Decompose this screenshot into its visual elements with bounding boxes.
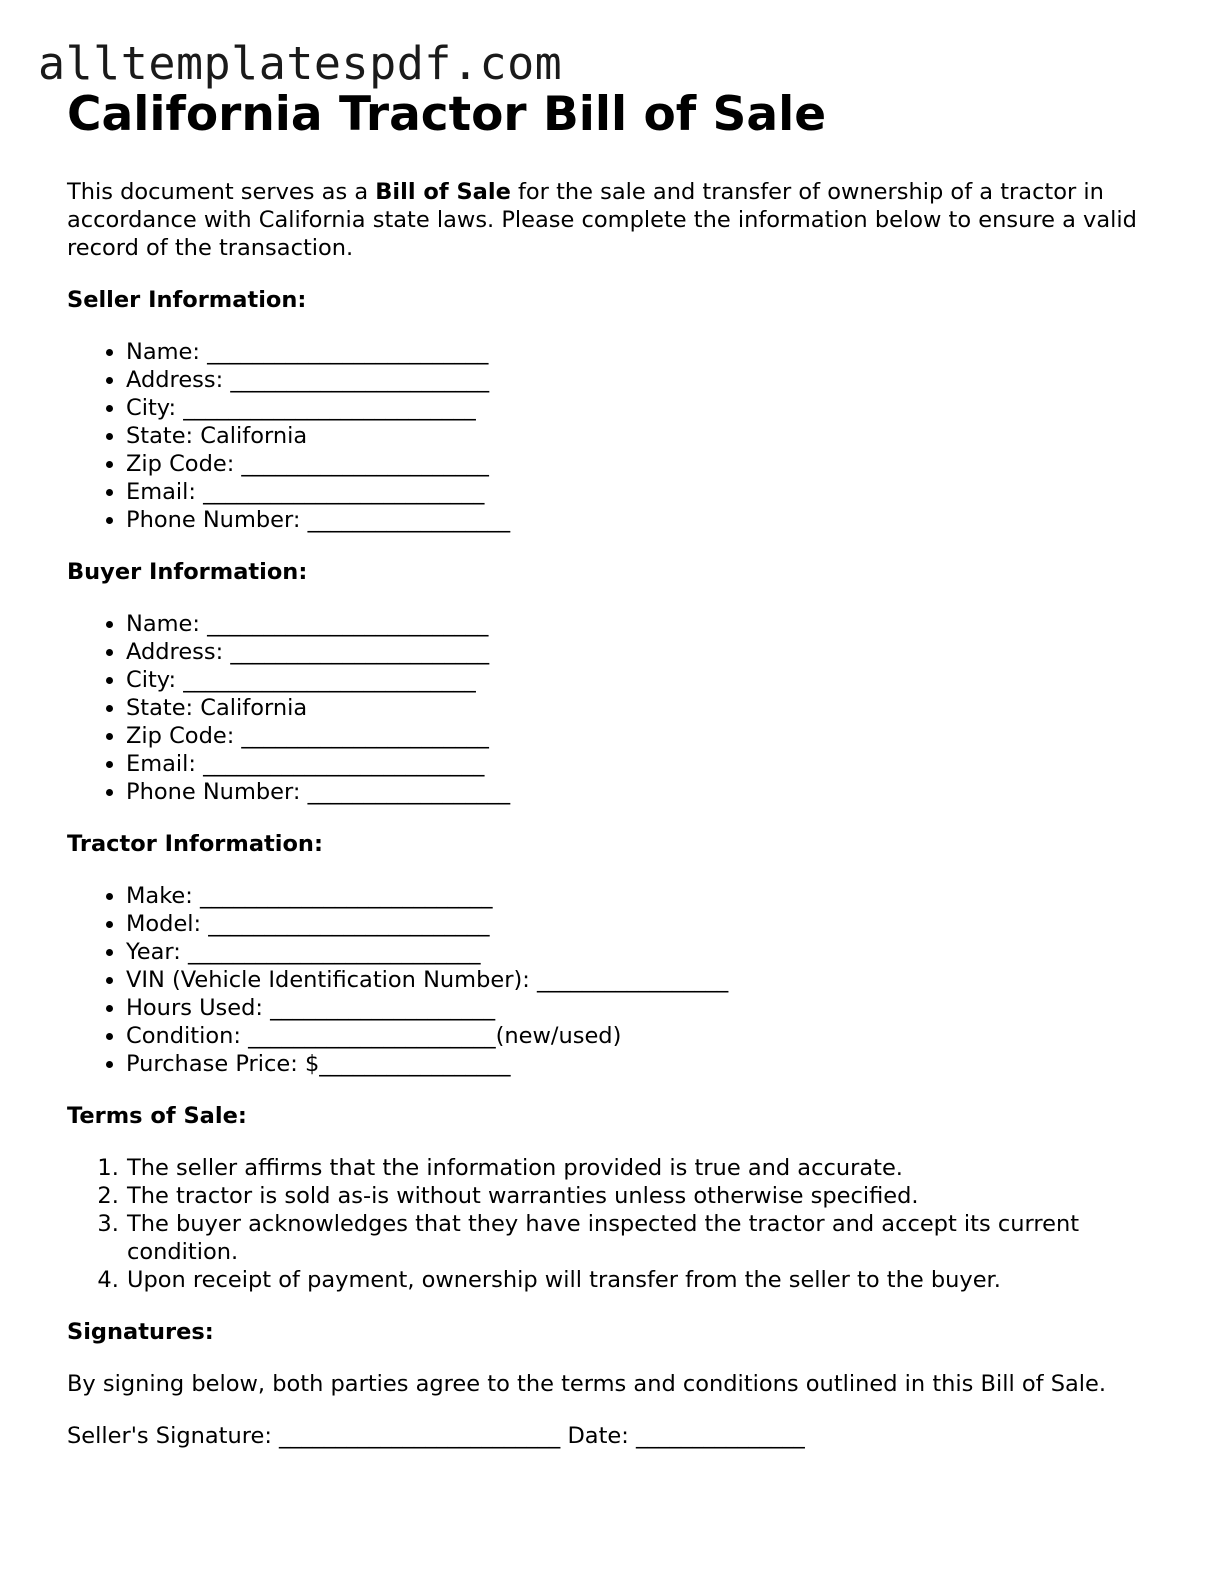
tractor-fields (67, 882, 1157, 1078)
tractor-year-field[interactable]: • Year: __________________________ (126, 938, 1157, 966)
buyer-email-field[interactable]: • Email: _________________________ (126, 750, 1157, 778)
watermark: alltemplatespdf.com (38, 37, 563, 90)
terms-list (67, 1154, 1157, 1294)
tractor-model-field[interactable]: • Model: _________________________ (126, 910, 1157, 938)
seller-city-field[interactable]: • City: __________________________ (126, 394, 1157, 422)
intro-text-before: This document serves as a (67, 179, 376, 205)
buyer-fields (67, 610, 1157, 806)
signatures-heading: Signatures: (67, 1319, 214, 1345)
term-item: 2. The tractor is sold as-is without warranties unless otherwise specified. (126, 1182, 1157, 1210)
term-item: 3. The buyer acknowledges that they have inspected the tractor and accept its current condition. (126, 1210, 1157, 1266)
buyer-state-field: • State: California (126, 694, 1157, 722)
buyer-zip-field[interactable]: • Zip Code: ______________________ (126, 722, 1157, 750)
tractor-make-field[interactable]: • Make: __________________________ (126, 882, 1157, 910)
page-title: California Tractor Bill of Sale (67, 87, 827, 142)
tractor-hours-field[interactable]: • Hours Used: ____________________ (126, 994, 1157, 1022)
seller-signature-line[interactable]: Seller's Signature: _________________________ Date: _______________ (67, 1423, 805, 1449)
intro-paragraph (67, 178, 1157, 262)
document-body (67, 86, 1157, 1450)
buyer-name-field[interactable]: • Name: _________________________ (126, 610, 1157, 638)
tractor-vin-field[interactable]: • VIN (Vehicle Identification Number): _________________ (126, 966, 1157, 994)
tractor-heading: Tractor Information: (67, 831, 323, 857)
term-item: 1. The seller affirms that the information provided is true and accurate. (126, 1154, 1157, 1182)
seller-phone-field[interactable]: • Phone Number: __________________ (126, 506, 1157, 534)
seller-email-field[interactable]: • Email: _________________________ (126, 478, 1157, 506)
buyer-heading: Buyer Information: (67, 559, 308, 585)
buyer-city-field[interactable]: • City: __________________________ (126, 666, 1157, 694)
buyer-phone-field[interactable]: • Phone Number: __________________ (126, 778, 1157, 806)
terms-heading: Terms of Sale: (67, 1103, 247, 1129)
seller-name-field[interactable]: • Name: _________________________ (126, 338, 1157, 366)
tractor-price-field[interactable]: • Purchase Price: $_________________ (126, 1050, 1157, 1078)
seller-state-field: • State: California (126, 422, 1157, 450)
buyer-address-field[interactable]: • Address: _______________________ (126, 638, 1157, 666)
intro-bold-term: Bill of Sale (375, 179, 511, 205)
seller-zip-field[interactable]: • Zip Code: ______________________ (126, 450, 1157, 478)
term-item: 4. Upon receipt of payment, ownership will transfer from the seller to the buyer. (126, 1266, 1157, 1294)
seller-fields (67, 338, 1157, 534)
seller-address-field[interactable]: • Address: _______________________ (126, 366, 1157, 394)
seller-heading: Seller Information: (67, 287, 307, 313)
tractor-condition-field[interactable]: • Condition: ______________________(new/used) (126, 1022, 1157, 1050)
intro-text-after: for the sale and transfer of ownership of a tractor in accordance with California state laws. Please complete the information below to ensure a valid record of the transaction. (67, 179, 1137, 261)
signatures-agreement: By signing below, both parties agree to the terms and conditions outlined in this Bill of Sale. (67, 1371, 1107, 1397)
